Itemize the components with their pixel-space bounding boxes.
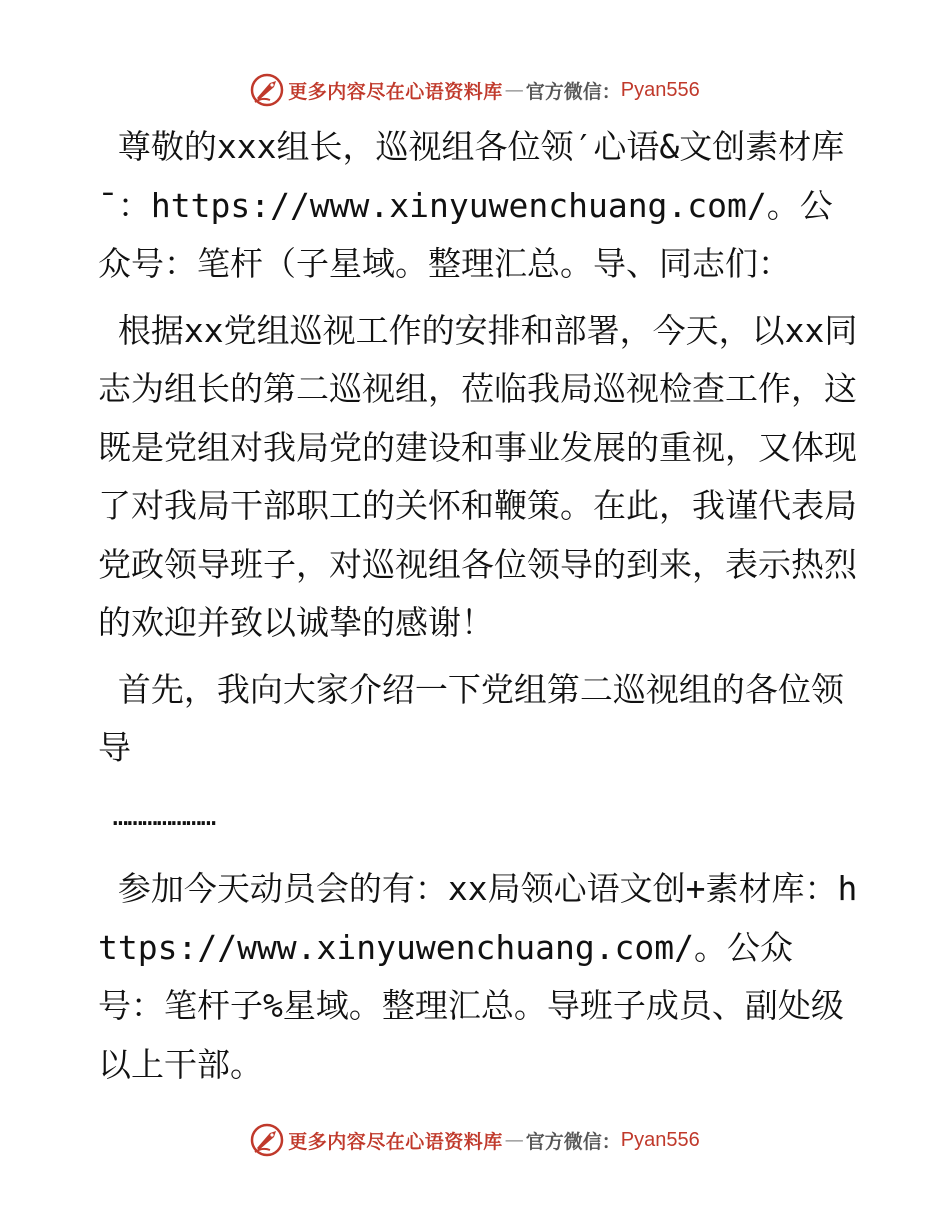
paragraph-welcome: 根据xx党组巡视工作的安排和部署，今天，以xx同志为组长的第二巡视组，莅临我局巡视检查工作，这既是党组对我局党的建设和事业发展的重视，又体现了对我局干部职工的关怀和鞭策。在此，我谨代表局党政领导班子，对巡视组各位领导的到来，表示热烈的欢迎并致以诚挚的感谢！ (98, 310, 858, 642)
watermark-wechat-label: 官方微信： (525, 80, 621, 103)
footer-watermark (0, 1120, 950, 1160)
paragraph-ellipsis: ………………… (98, 801, 216, 832)
pen-nib-logo-icon (250, 73, 284, 107)
pen-nib-logo-icon (250, 1123, 284, 1157)
paragraph-salutation: 尊敬的xxx组长，巡视组各位领′心语&文创素材库¯：https://www.xinyuwenchuang.com/。公众号：笔杆（子星域。整理汇总。导、同志们： (98, 127, 845, 283)
watermark-wechat-id: Pyan556 (620, 1128, 700, 1151)
watermark-wechat-label: 官方微信： (525, 1130, 621, 1153)
watermark-separator: — (504, 79, 524, 101)
watermark-brand-text: 更多内容尽在心语资料库 (288, 1130, 503, 1153)
paragraph-introduction: 首先，我向大家介绍一下党组第二巡视组的各位领导 (98, 669, 844, 767)
header-watermark (0, 70, 950, 110)
watermark-wechat-id: Pyan556 (620, 78, 700, 101)
watermark-separator: — (504, 1129, 524, 1151)
watermark-brand-text: 更多内容尽在心语资料库 (288, 80, 503, 103)
document-body (98, 118, 858, 1102)
paragraph-attendees: 参加今天动员会的有：xx局领心语文创+素材库：https://www.xinyuwenchuang.com/。公众号：笔杆子%星域。整理汇总。导班子成员、副处级以上干部。 (98, 869, 858, 1084)
